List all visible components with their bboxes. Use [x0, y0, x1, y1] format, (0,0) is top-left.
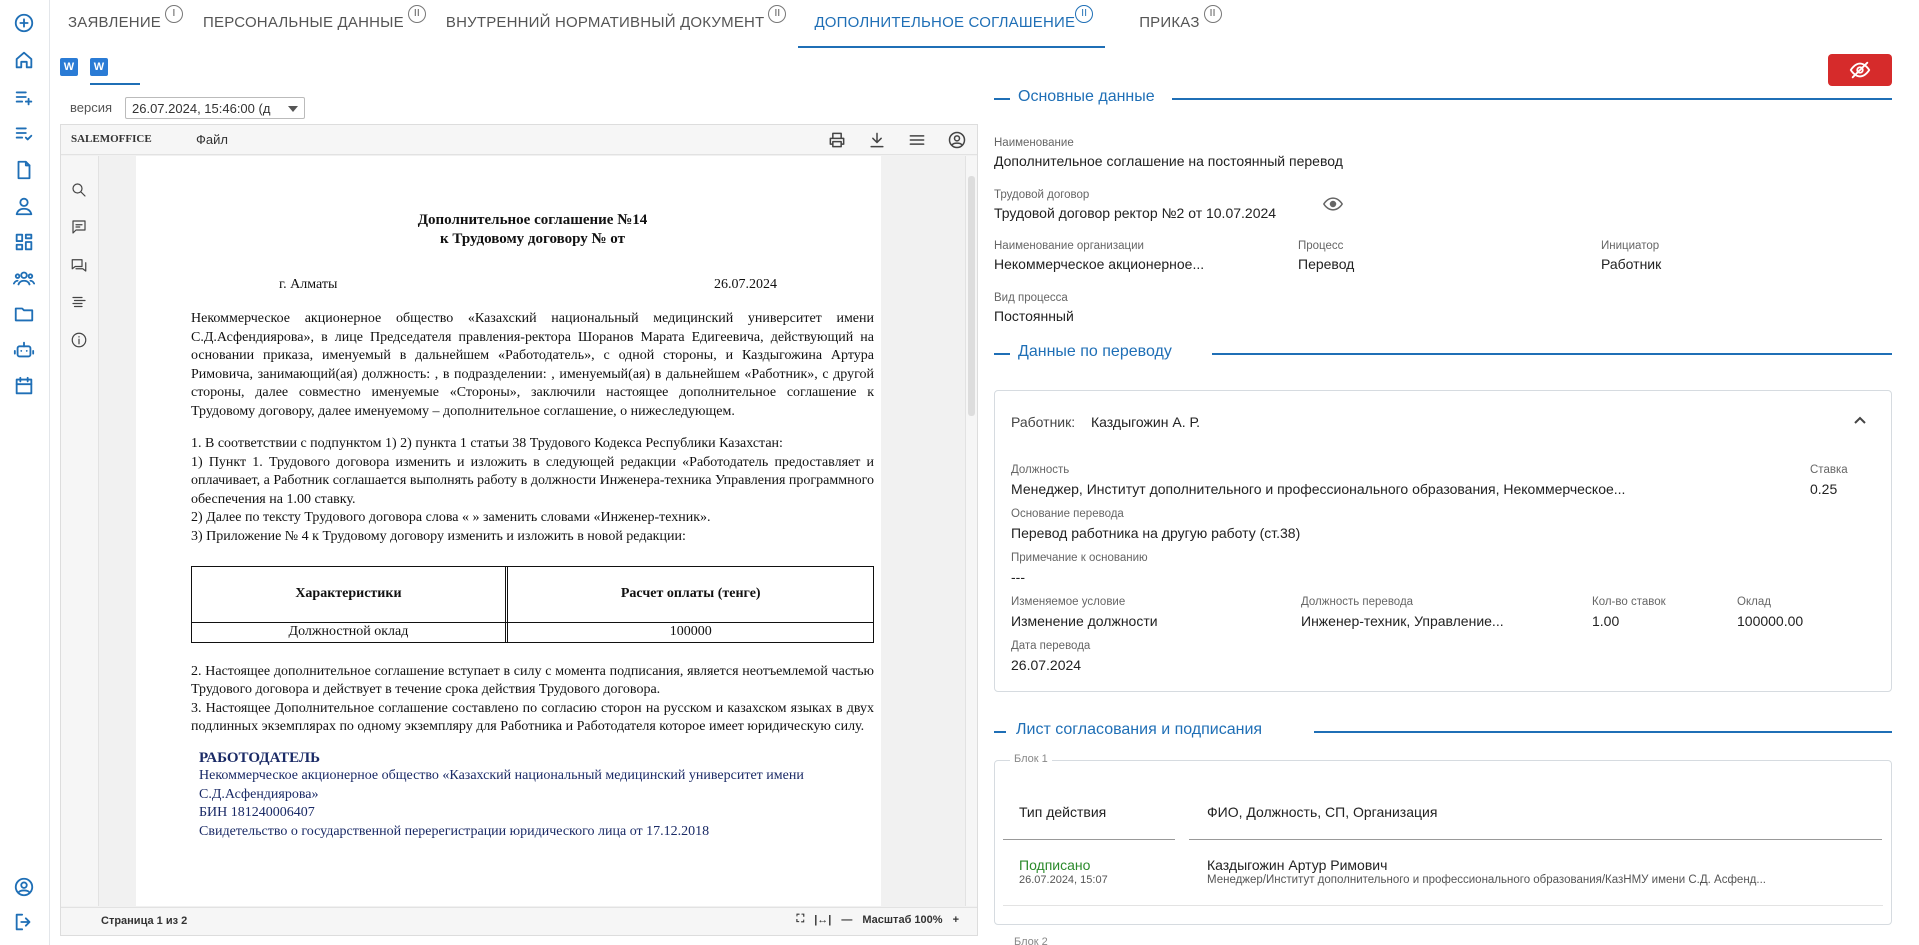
worker-label: Работник: [1011, 414, 1076, 430]
file-menu[interactable]: Файл [196, 132, 228, 147]
left-rail [0, 0, 50, 945]
version-select[interactable] [125, 97, 305, 119]
zoom-out-icon[interactable]: — [841, 913, 853, 926]
print-icon[interactable] [827, 130, 847, 155]
initiator-label: Инициатор [1601, 240, 1660, 252]
rate-label: Ставка [1810, 464, 1848, 476]
row-divider [1003, 905, 1883, 906]
viewer-sidebar [61, 156, 99, 906]
tab-internal-document[interactable] [438, 0, 781, 48]
zoom-level: Масштаб 100% [862, 913, 943, 926]
home-icon[interactable] [13, 49, 37, 73]
calendar-icon[interactable] [13, 375, 37, 399]
list-check-icon[interactable] [13, 122, 37, 146]
header-divider [1003, 839, 1175, 840]
team-icon[interactable] [13, 267, 37, 291]
doc-title: Дополнительное соглашение №14 [417, 212, 648, 228]
tab-count-badge: II [1075, 5, 1093, 23]
column-header-person: ФИО, Должность, СП, Организация [1207, 804, 1438, 820]
info-icon[interactable] [70, 331, 90, 351]
document-icon[interactable] [13, 159, 37, 183]
download-icon[interactable] [867, 130, 887, 155]
status-time: 26.07.2024, 15:07 [1019, 874, 1108, 886]
word-file-button[interactable]: W [60, 58, 78, 76]
eye-icon[interactable] [1323, 197, 1343, 211]
column-header-action: Тип действия [1019, 804, 1107, 820]
org-label: Наименование организации [994, 240, 1144, 252]
page-info: Страница 1 из 2 [101, 915, 188, 927]
viewer-toolbar [61, 125, 977, 155]
tab-order[interactable] [1131, 0, 1216, 48]
basis-label: Основание перевода [1011, 508, 1124, 520]
fit-page-icon[interactable]: ⛶ [796, 913, 805, 925]
tab-count-badge: II [1204, 5, 1222, 23]
doc-paragraph: 3) Приложение № 4 к Трудовому договору изменить и изложить в новой редакции: [191, 528, 686, 544]
doc-paragraph: 1. В соответствии с подпунктом 1) 2) пункта 1 статьи 38 Трудового Кодекса Республики Казахстан: [191, 436, 783, 451]
document-page [136, 156, 881, 906]
position-value: Менеджер, Институт дополнительного и профессионального образования, Некоммерческое... [1011, 481, 1626, 497]
doc-paragraph: 2) Далее по тексту Трудового договора слова « » заменить словами «Инженер-техник». [191, 510, 711, 525]
add-circle-icon[interactable] [13, 12, 37, 36]
employer-cert: Свидетельство о государственной перерегистрации юридического лица от 17.12.2018 [199, 823, 710, 839]
doc-subtitle: к Трудовому договору № от [440, 230, 625, 247]
employer-name: Некоммерческое акционерное общество «Казахский национальный медицинский университет имени С.Д.Асфендиярова» [199, 768, 804, 802]
name-value: Дополнительное соглашение на постоянный перевод [994, 153, 1343, 169]
tab-bar [60, 0, 1234, 48]
chevron-down-icon [288, 106, 298, 112]
account-circle-icon[interactable] [13, 876, 37, 900]
new-position-value: Инженер-техник, Управление... [1301, 613, 1504, 629]
new-position-label: Должность перевода [1301, 596, 1414, 608]
basis-value: Перевод работника на другую работу (ст.38) [1011, 525, 1301, 541]
process-label: Процесс [1298, 240, 1344, 252]
process-type-value: Постоянный [994, 308, 1074, 324]
logout-icon[interactable] [13, 911, 37, 935]
doc-date: 26.07.2024 [714, 277, 777, 292]
rate-value: 0.25 [1810, 481, 1838, 497]
tab-label: ДОПОЛНИТЕЛЬНОЕ СОГЛАШЕНИЕ [814, 14, 1076, 31]
doc-paragraph: 2. Настоящее дополнительное соглашение вступает в силу с момента подписания, является неотъемлемой частью Трудового договора и действует в течение срока действия Трудового договора. [191, 663, 874, 697]
signer-org: Менеджер/Институт дополнительного и профессионального образования/КазНМУ имени С.Д. Асфенд... [1207, 874, 1766, 886]
contract-value: Трудовой договор ректор №2 от 10.07.2024 [994, 205, 1277, 221]
eye-off-icon [1849, 59, 1871, 81]
contract-label: Трудовой договор [994, 189, 1090, 201]
tab-count-badge: II [768, 5, 786, 23]
doc-paragraph: 3. Настоящее Дополнительное соглашение составлено по согласию сторон на русском и казахском языках в двух подлинных экземплярах по одному экземпляру для Работника и Работодателя которое имеет юридическую силу. [191, 700, 874, 734]
zoom-in-icon[interactable]: + [952, 913, 959, 926]
section-title: Данные по переводу [1018, 343, 1172, 360]
menu-icon[interactable] [907, 130, 927, 155]
word-active-underline [90, 83, 140, 85]
dashboard-icon[interactable] [13, 231, 37, 255]
tab-label: ПРИКАЗ [1139, 14, 1200, 31]
comments-icon[interactable] [70, 256, 90, 276]
table-header: Расчет оплаты (тенге) [508, 567, 874, 623]
chevron-up-icon[interactable] [1853, 413, 1867, 427]
status-signed: Подписано [1019, 857, 1091, 873]
user-icon[interactable] [13, 195, 37, 219]
transfer-date-value: 26.07.2024 [1011, 657, 1082, 673]
user-circle-icon[interactable] [947, 130, 967, 155]
salary-label: Оклад [1737, 596, 1771, 608]
transfer-date-label: Дата перевода [1011, 640, 1091, 652]
block-label: Блок 2 [1010, 936, 1052, 945]
employer-block [191, 749, 874, 842]
outline-icon[interactable] [70, 293, 90, 313]
scroll-thumb[interactable] [968, 176, 975, 416]
document-viewer [60, 124, 978, 936]
doc-city: г. Алматы [279, 277, 338, 292]
folder-icon[interactable] [13, 303, 37, 327]
worker-value: Каздыгожин А. Р. [1091, 414, 1201, 430]
process-type-label: Вид процесса [994, 292, 1068, 304]
rate-qty-value: 1.00 [1592, 613, 1620, 629]
word-file-button[interactable]: W [90, 58, 108, 76]
viewer-statusbar [61, 907, 977, 935]
header-divider [1189, 839, 1882, 840]
block-label: Блок 1 [1010, 753, 1052, 765]
section-title: Лист согласования и подписания [1016, 721, 1263, 738]
section-title: Основные данные [1018, 88, 1155, 105]
section-approval-sheet [994, 721, 1892, 741]
employer-bin: БИН 181240006407 [199, 805, 315, 820]
salemoffice-logo: SALEMOFFICE [71, 133, 152, 145]
table-cell: Должностной оклад [192, 623, 506, 643]
tab-application[interactable] [60, 0, 176, 48]
table-cell: 100000 [508, 623, 874, 643]
tab-personal-data[interactable] [195, 0, 420, 48]
salary-table [191, 566, 874, 643]
tab-label: ВНУТРЕННИЙ НОРМАТИВНЫЙ ДОКУМЕНТ [445, 14, 765, 31]
fit-width-icon[interactable]: |↔| [814, 913, 832, 926]
comment-icon[interactable] [70, 218, 90, 238]
employer-title: РАБОТОДАТЕЛЬ [199, 749, 321, 766]
rate-qty-label: Кол-во ставок [1592, 596, 1666, 608]
condition-label: Изменяемое условие [1011, 596, 1126, 608]
doc-paragraph: Некоммерческое акционерное общество «Казахский национальный медицинский университет имени С.Д.Асфендиярова», в лице Председателя правления-ректора Шоранов Марата Едигеевича, действующий на основании приказа, именуемый в дальнейшем «Работодатель», с одной стороны, и Каздыгожина Артура Римовича, занимающий(ая) должность: , в подразделении: , именуемый(ая) в дальнейшем «Работник», с другой стороны, далее совместно именуемые «Стороны», заключили настоящее дополнительное соглашение к Трудовому договору, далее именуемому – дополнительное соглашение, о нижеследующем. [191, 311, 874, 419]
tab-count-badge: I [165, 5, 183, 23]
section-transfer-data [994, 343, 1892, 363]
hide-button[interactable] [1828, 54, 1892, 86]
tab-count-badge: II [408, 5, 426, 23]
table-header: Характеристики [192, 567, 506, 623]
list-add-icon[interactable] [13, 86, 37, 110]
position-label: Должность [1011, 464, 1070, 476]
signer-name: Каздыгожин Артур Римович [1207, 857, 1388, 873]
word-buttons [60, 58, 108, 76]
version-label: версия [70, 100, 113, 115]
org-value: Некоммерческое акционерное... [994, 256, 1205, 272]
viewer-scrollbar[interactable] [965, 156, 977, 906]
transfer-card [994, 390, 1892, 692]
approval-block-card [994, 760, 1892, 925]
version-value: 26.07.2024, 15:46:00 (д [132, 101, 271, 116]
doc-paragraph: 1) Пункт 1. Трудового договора изменить и изложить в следующей редакции «Работодатель предоставляет и оплачивает, а Работник соглашается выполнять работу в должности Инженера-техника Управления программного обеспечения на 1.00 ставку. [191, 454, 874, 507]
tab-label: ЗАЯВЛЕНИЕ [68, 14, 162, 31]
condition-value: Изменение должности [1011, 613, 1158, 629]
tab-additional-agreement[interactable] [798, 0, 1105, 48]
search-icon[interactable] [70, 181, 90, 201]
name-label: Наименование [994, 137, 1074, 149]
initiator-value: Работник [1601, 256, 1662, 272]
salary-value: 100000.00 [1737, 613, 1804, 629]
note-label: Примечание к основанию [1011, 552, 1148, 564]
process-value: Перевод [1298, 256, 1355, 272]
robot-icon[interactable] [13, 339, 37, 363]
note-value: --- [1011, 569, 1025, 585]
tab-label: ПЕРСОНАЛЬНЫЕ ДАННЫЕ [203, 14, 404, 31]
section-main-data [994, 88, 1892, 108]
